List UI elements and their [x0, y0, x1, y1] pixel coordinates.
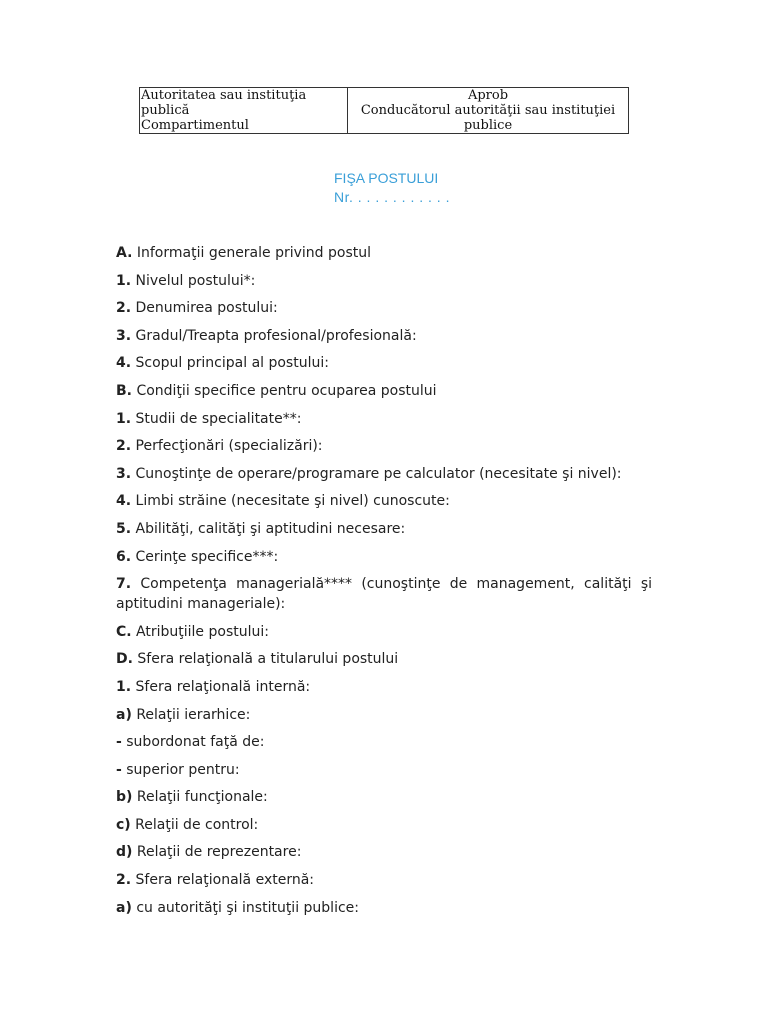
list-item: 4. Limbi străine (necesitate şi nivel) cunoscute: [116, 493, 450, 510]
header-right-line: publice [463, 118, 513, 133]
header-left-line: publică [141, 103, 190, 118]
header-left-line: Autoritatea sau instituţia [141, 88, 307, 103]
job-description-content [116, 243, 652, 925]
list-item: 1. Nivelul postului*: [116, 272, 256, 289]
document-number: Nr. . . . . . . . . . . . [334, 189, 450, 205]
list-item: b) Relaţii funcţionale: [116, 789, 268, 806]
list-item: 1. Studii de specialitate**: [116, 410, 302, 427]
list-item: c) Relaţii de control: [116, 816, 259, 833]
list-item: - subordonat faţă de: [116, 734, 265, 751]
header-right-cell [348, 88, 629, 134]
header-right-line: Aprob [467, 88, 509, 103]
list-item: 4. Scopul principal al postului: [116, 355, 329, 372]
header-table [139, 87, 629, 134]
list-item: a) Relaţii ierarhice: [116, 706, 251, 723]
header-left-cell [140, 88, 348, 134]
list-item: 5. Abilităţi, calităţi şi aptitudini necesare: [116, 520, 406, 537]
header-right-line: Conducătorul autorităţii sau instituţiei [360, 103, 616, 118]
list-item: d) Relaţii de reprezentare: [116, 844, 302, 861]
list-item: 2. Sfera relaţională externă: [116, 872, 315, 889]
list-item: - superior pentru: [116, 761, 240, 778]
header-left-line: Compartimentul [141, 118, 249, 133]
list-item: 7. Competenţa managerială**** (cunoştinţe de management, calităţi şi aptitudini manageriale): [116, 576, 653, 613]
section-c: C. Atribuţiile postului: [116, 623, 269, 640]
list-item: 2. Denumirea postului: [116, 300, 278, 317]
section-b: B. Condiţii specifice pentru ocuparea postului [116, 382, 437, 399]
list-item: 2. Perfecţionări (specializări): [116, 438, 323, 455]
list-item: 1. Sfera relaţională internă: [116, 678, 311, 695]
list-item: 6. Cerinţe specifice***: [116, 548, 279, 565]
section-d: D. Sfera relaţională a titularului postului [116, 651, 399, 668]
page-title: FIŞA POSTULUI [334, 170, 439, 186]
list-item: 3. Cunoştinţe de operare/programare pe calculator (necesitate şi nivel): [116, 465, 622, 482]
list-item: 3. Gradul/Treapta profesional/profesională: [116, 327, 417, 344]
section-a: A. Informaţii generale privind postul [116, 245, 372, 261]
list-item: a) cu autorităţi şi instituţii publice: [116, 899, 359, 916]
